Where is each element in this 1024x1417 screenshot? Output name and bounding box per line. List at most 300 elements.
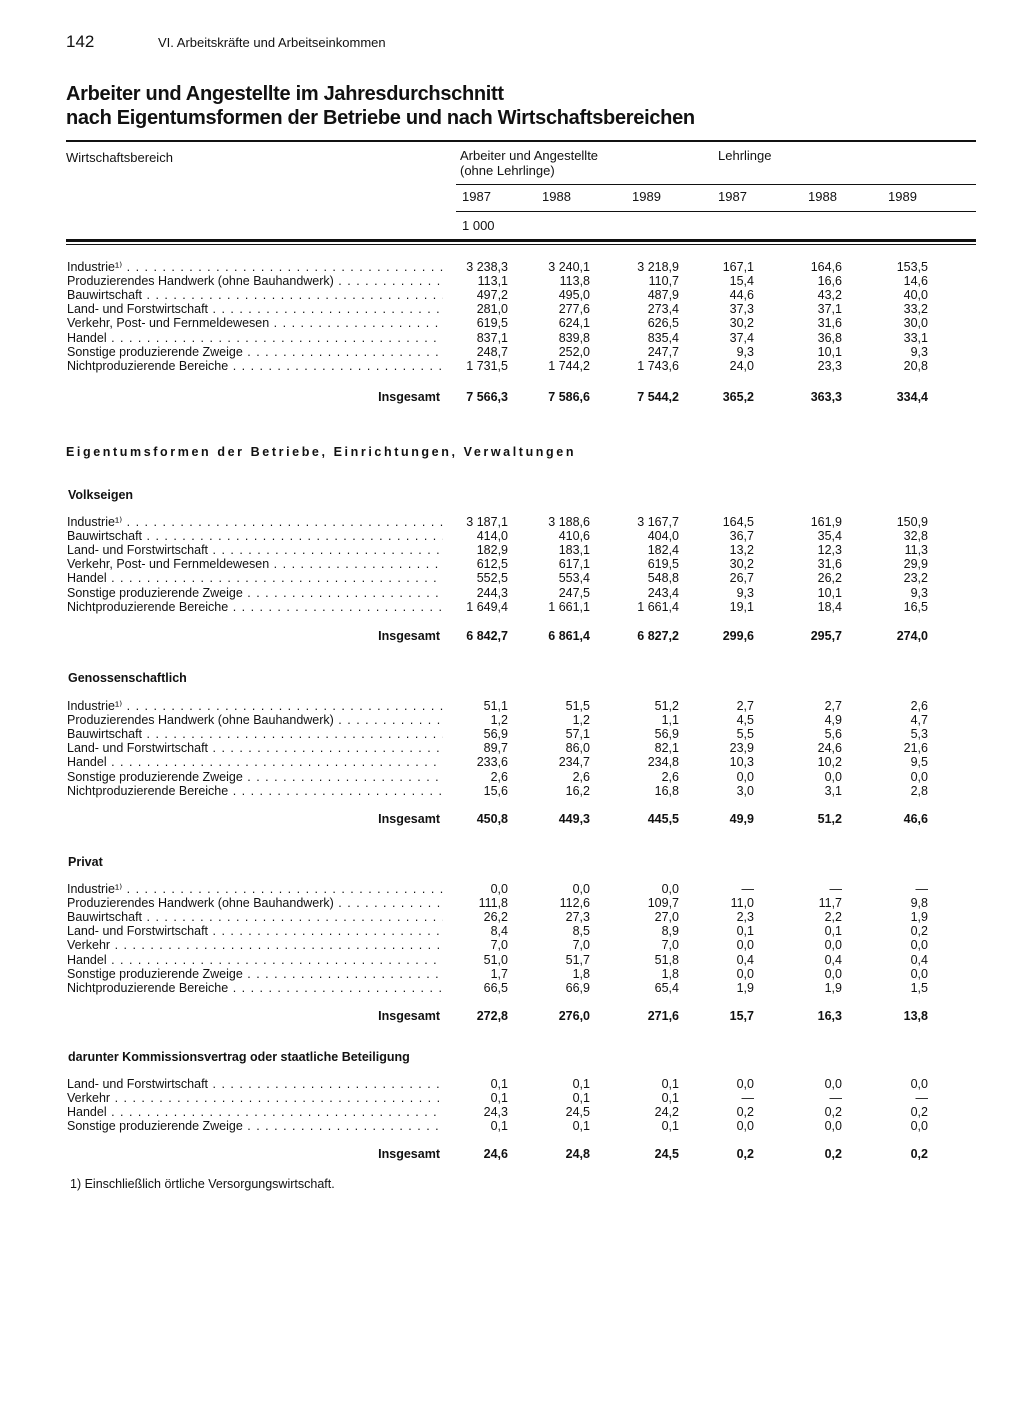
cell-value: 10,3 bbox=[729, 755, 754, 770]
total-value: 51,2 bbox=[817, 812, 842, 826]
cell-value: 0,2 bbox=[824, 1105, 842, 1120]
cell-value: 13,2 bbox=[729, 543, 754, 558]
table-row bbox=[0, 1091, 1024, 1105]
total-value: 365,2 bbox=[722, 390, 754, 404]
cell-value: 86,0 bbox=[565, 741, 590, 756]
cell-value: 109,7 bbox=[647, 896, 679, 911]
cell-value: 183,1 bbox=[558, 543, 590, 558]
cell-value: 0,0 bbox=[736, 1119, 754, 1134]
cell-value: 281,0 bbox=[476, 302, 508, 317]
cell-value: — bbox=[915, 882, 928, 896]
cell-value: 612,5 bbox=[476, 557, 508, 572]
cell-value: 2,6 bbox=[661, 769, 679, 784]
cell-value: 110,7 bbox=[648, 274, 679, 289]
cell-value: 153,5 bbox=[896, 260, 928, 274]
cell-value: 0,4 bbox=[910, 952, 928, 967]
total-value: 363,3 bbox=[810, 390, 842, 404]
cell-value: 0,1 bbox=[572, 1091, 590, 1106]
group-title-genossenschaftlich: Genossenschaftlich bbox=[68, 671, 187, 685]
table-row bbox=[0, 882, 1024, 896]
cell-value: 0,0 bbox=[661, 882, 679, 896]
cell-value: — bbox=[915, 1091, 928, 1106]
cell-value: 51,2 bbox=[654, 699, 679, 713]
cell-value: 3 188,6 bbox=[548, 515, 590, 529]
cell-value: 553,4 bbox=[558, 571, 590, 586]
cell-value: 150,9 bbox=[896, 515, 928, 529]
table-row bbox=[0, 288, 1024, 302]
cell-value: 26,2 bbox=[483, 910, 508, 925]
cell-value: 7,0 bbox=[490, 938, 508, 953]
cell-value: 2,7 bbox=[736, 699, 754, 713]
cell-value: 7,0 bbox=[572, 938, 590, 953]
cell-value: 15,4 bbox=[729, 274, 754, 289]
row-label: Nichtproduzierende Bereiche . . . bbox=[67, 600, 443, 614]
cell-value: 1,7 bbox=[490, 966, 508, 981]
cell-value: 0,0 bbox=[490, 882, 508, 896]
cell-value: 66,5 bbox=[483, 980, 508, 995]
cell-value: 0,1 bbox=[572, 1119, 590, 1134]
row-label: Verkehr . . . bbox=[67, 938, 443, 952]
total-value: 6 842,7 bbox=[466, 629, 508, 643]
cell-value: 1,2 bbox=[572, 713, 590, 728]
row-label: Bauwirtschaft . . . bbox=[67, 910, 443, 924]
total-value: 299,6 bbox=[722, 629, 754, 643]
cell-value: 3 218,9 bbox=[637, 260, 679, 274]
cell-value: 161,9 bbox=[810, 515, 842, 529]
cell-value: 23,2 bbox=[903, 571, 928, 586]
cell-value: — bbox=[829, 882, 842, 896]
cell-value: 837,1 bbox=[476, 330, 508, 345]
row-label: Handel . . . bbox=[67, 953, 443, 967]
total-value: 7 586,6 bbox=[548, 390, 590, 404]
group-title-kommission: darunter Kommissionsvertrag oder staatliche Beteiligung bbox=[68, 1050, 410, 1064]
cell-value: 57,1 bbox=[565, 727, 590, 742]
cell-value: 233,6 bbox=[476, 755, 508, 770]
cell-value: 37,1 bbox=[817, 302, 842, 317]
row-label: Bauwirtschaft . . . bbox=[67, 727, 443, 741]
cell-value: 0,0 bbox=[824, 1077, 842, 1091]
header-year-rule bbox=[456, 211, 976, 212]
header-group-rule bbox=[456, 184, 976, 185]
header-bottom-rule-thin bbox=[66, 244, 976, 245]
table-title-line-1: Arbeiter und Angestellte im Jahresdurchschnitt bbox=[66, 83, 504, 105]
cell-value: 9,3 bbox=[910, 344, 928, 359]
cell-value: 0,0 bbox=[736, 769, 754, 784]
year-header: 1987 bbox=[462, 189, 491, 204]
cell-value: 2,6 bbox=[490, 769, 508, 784]
table-row bbox=[0, 713, 1024, 727]
total-value: 7 566,3 bbox=[466, 390, 508, 404]
cell-value: 26,7 bbox=[729, 571, 754, 586]
cell-value: 15,6 bbox=[483, 783, 508, 798]
row-label: Industrie¹⁾ . . . bbox=[67, 699, 443, 713]
group-title-volkseigen: Volkseigen bbox=[68, 488, 134, 502]
cell-value: 30,2 bbox=[729, 557, 754, 572]
table-row bbox=[0, 896, 1024, 910]
cell-value: 277,6 bbox=[558, 302, 590, 317]
cell-value: 0,1 bbox=[736, 924, 754, 939]
cell-value: 0,2 bbox=[736, 1105, 754, 1120]
cell-value: 51,8 bbox=[654, 952, 679, 967]
total-value: 16,3 bbox=[817, 1009, 842, 1023]
cell-value: 3,1 bbox=[824, 783, 842, 798]
cell-value: 65,4 bbox=[654, 980, 679, 995]
cell-value: 4,5 bbox=[736, 713, 754, 728]
cell-value: 1 744,2 bbox=[548, 358, 590, 373]
cell-value: 0,0 bbox=[910, 1077, 928, 1091]
total-value: 271,6 bbox=[647, 1009, 679, 1023]
cell-value: 0,4 bbox=[824, 952, 842, 967]
cell-value: 495,0 bbox=[558, 288, 590, 303]
cell-value: 0,1 bbox=[661, 1077, 679, 1091]
cell-value: 164,6 bbox=[810, 260, 842, 274]
year-header: 1988 bbox=[808, 189, 837, 204]
cell-value: 0,2 bbox=[910, 1105, 928, 1120]
cell-value: 0,0 bbox=[572, 882, 590, 896]
cell-value: 24,6 bbox=[817, 741, 842, 756]
cell-value: 244,3 bbox=[476, 585, 508, 600]
cell-value: 0,1 bbox=[490, 1091, 508, 1106]
cell-value: 8,5 bbox=[572, 924, 590, 939]
cell-value: 36,7 bbox=[729, 529, 754, 544]
cell-value: 31,6 bbox=[817, 557, 842, 572]
table-row bbox=[0, 571, 1024, 585]
table-row bbox=[0, 727, 1024, 741]
cell-value: 27,3 bbox=[565, 910, 590, 925]
total-value: 6 861,4 bbox=[548, 629, 590, 643]
cell-value: 626,5 bbox=[647, 316, 679, 331]
cell-value: 24,2 bbox=[654, 1105, 679, 1120]
row-label: Handel . . . bbox=[67, 331, 443, 345]
group-header-workers bbox=[460, 148, 598, 178]
cell-value: 0,0 bbox=[824, 966, 842, 981]
cell-value: 1 731,5 bbox=[466, 358, 508, 373]
year-header: 1987 bbox=[718, 189, 747, 204]
unit-label: 1 000 bbox=[462, 218, 495, 233]
table-row bbox=[0, 302, 1024, 316]
row-label: Land- und Forstwirtschaft . . . bbox=[67, 924, 443, 938]
table-row bbox=[0, 755, 1024, 769]
running-head bbox=[66, 32, 386, 52]
row-label: Industrie¹⁾ . . . bbox=[67, 260, 443, 274]
year-header: 1988 bbox=[542, 189, 571, 204]
cell-value: 112,6 bbox=[559, 896, 590, 911]
table-row bbox=[0, 784, 1024, 798]
cell-value: 51,5 bbox=[565, 699, 590, 713]
cell-value: 247,7 bbox=[647, 344, 679, 359]
total-value: 49,9 bbox=[729, 812, 754, 826]
cell-value: 1,5 bbox=[910, 980, 928, 995]
cell-value: 1,9 bbox=[824, 980, 842, 995]
row-label: Verkehr, Post- und Fernmeldewesen . . . bbox=[67, 316, 443, 330]
cell-value: 23,9 bbox=[729, 741, 754, 756]
cell-value: 5,5 bbox=[736, 727, 754, 742]
cell-value: 0,1 bbox=[490, 1119, 508, 1134]
cell-value: 35,4 bbox=[817, 529, 842, 544]
cell-value: 1,8 bbox=[572, 966, 590, 981]
cell-value: 0,0 bbox=[910, 1119, 928, 1134]
cell-value: 247,5 bbox=[558, 585, 590, 600]
cell-value: 0,1 bbox=[490, 1077, 508, 1091]
cell-value: 9,3 bbox=[736, 344, 754, 359]
cell-value: 29,9 bbox=[903, 557, 928, 572]
total-value: 46,6 bbox=[903, 812, 928, 826]
cell-value: 16,6 bbox=[817, 274, 842, 289]
cell-value: 0,0 bbox=[910, 769, 928, 784]
cell-value: 33,1 bbox=[903, 330, 928, 345]
row-label: Nichtproduzierende Bereiche . . . bbox=[67, 784, 443, 798]
table-row bbox=[0, 316, 1024, 330]
row-label: Nichtproduzierende Bereiche . . . bbox=[67, 359, 443, 373]
cell-value: 548,8 bbox=[647, 571, 679, 586]
cell-value: 32,8 bbox=[903, 529, 928, 544]
cell-value: 56,9 bbox=[654, 727, 679, 742]
total-value: 24,8 bbox=[565, 1147, 590, 1161]
cell-value: 2,8 bbox=[910, 783, 928, 798]
row-label: Industrie¹⁾ . . . bbox=[67, 882, 443, 896]
cell-value: 51,1 bbox=[483, 699, 508, 713]
table-row bbox=[0, 1077, 1024, 1091]
cell-value: 10,1 bbox=[817, 344, 842, 359]
cell-value: 11,3 bbox=[904, 543, 928, 558]
table-row bbox=[0, 699, 1024, 713]
cell-value: 0,0 bbox=[824, 769, 842, 784]
cell-value: 0,1 bbox=[572, 1077, 590, 1091]
cell-value: 164,5 bbox=[722, 515, 754, 529]
stub-header: Wirtschaftsbereich bbox=[66, 150, 173, 165]
cell-value: 9,5 bbox=[910, 755, 928, 770]
cell-value: 36,8 bbox=[817, 330, 842, 345]
cell-value: 66,9 bbox=[565, 980, 590, 995]
cell-value: 0,2 bbox=[910, 924, 928, 939]
row-label: Sonstige produzierende Zweige . . . bbox=[67, 1119, 443, 1133]
total-value: 274,0 bbox=[896, 629, 928, 643]
table-title-line-2: nach Eigentumsformen der Betriebe und nach Wirtschaftsbereichen bbox=[66, 107, 695, 129]
cell-value: 111,8 bbox=[478, 896, 508, 911]
cell-value: 19,1 bbox=[729, 599, 754, 614]
cell-value: 252,0 bbox=[558, 344, 590, 359]
cell-value: 9,3 bbox=[910, 585, 928, 600]
cell-value: 14,6 bbox=[903, 274, 928, 289]
cell-value: 82,1 bbox=[654, 741, 679, 756]
cell-value: 1 661,1 bbox=[548, 599, 590, 614]
row-label: Produzierendes Handwerk (ohne Bauhandwerk) . . . bbox=[67, 713, 443, 727]
cell-value: 43,2 bbox=[817, 288, 842, 303]
cell-value: 9,3 bbox=[736, 585, 754, 600]
cell-value: 624,1 bbox=[558, 316, 590, 331]
total-row bbox=[0, 1009, 1024, 1023]
cell-value: 0,0 bbox=[910, 938, 928, 953]
cell-value: 0,1 bbox=[661, 1091, 679, 1106]
total-row bbox=[0, 812, 1024, 826]
cell-value: 8,9 bbox=[661, 924, 679, 939]
row-label: Handel . . . bbox=[67, 755, 443, 769]
group-header-workers-line-1: Arbeiter und Angestellte bbox=[460, 148, 599, 163]
cell-value: 37,4 bbox=[729, 330, 754, 345]
row-label: Produzierendes Handwerk (ohne Bauhandwerk) . . . bbox=[67, 896, 443, 910]
cell-value: 8,4 bbox=[490, 924, 508, 939]
total-value: 334,4 bbox=[896, 390, 928, 404]
cell-value: 835,4 bbox=[647, 330, 679, 345]
total-value: 449,3 bbox=[558, 812, 590, 826]
cell-value: 31,6 bbox=[817, 316, 842, 331]
table-row bbox=[0, 770, 1024, 784]
chapter-title: VI. Arbeitskräfte und Arbeitseinkommen bbox=[158, 35, 386, 50]
cell-value: 1 743,6 bbox=[637, 358, 679, 373]
row-label: Land- und Forstwirtschaft . . . bbox=[67, 543, 443, 557]
cell-value: 11,7 bbox=[818, 896, 842, 911]
table-row bbox=[0, 557, 1024, 571]
cell-value: 3,0 bbox=[736, 783, 754, 798]
total-value: 6 827,2 bbox=[637, 629, 679, 643]
cell-value: 4,9 bbox=[824, 713, 842, 728]
row-label: Sonstige produzierende Zweige . . . bbox=[67, 967, 443, 981]
cell-value: 89,7 bbox=[483, 741, 508, 756]
cell-value: 1 661,4 bbox=[637, 599, 679, 614]
year-header: 1989 bbox=[632, 189, 661, 204]
row-label: Sonstige produzierende Zweige . . . bbox=[67, 345, 443, 359]
cell-value: 113,1 bbox=[477, 274, 508, 289]
total-label: Insgesamt bbox=[378, 1009, 440, 1023]
cell-value: 11,0 bbox=[730, 896, 754, 911]
cell-value: 18,4 bbox=[817, 599, 842, 614]
table-row bbox=[0, 529, 1024, 543]
cell-value: 182,4 bbox=[647, 543, 679, 558]
table-row bbox=[0, 967, 1024, 981]
row-label: Land- und Forstwirtschaft . . . bbox=[67, 1077, 443, 1091]
table-row bbox=[0, 345, 1024, 359]
total-value: 0,2 bbox=[824, 1147, 842, 1161]
cell-value: 2,6 bbox=[572, 769, 590, 784]
table-row bbox=[0, 600, 1024, 614]
year-header: 1989 bbox=[888, 189, 917, 204]
cell-value: 1,9 bbox=[910, 910, 928, 925]
total-value: 272,8 bbox=[476, 1009, 508, 1023]
cell-value: 21,6 bbox=[903, 741, 928, 756]
cell-value: 839,8 bbox=[558, 330, 590, 345]
total-row bbox=[0, 390, 1024, 404]
total-value: 24,6 bbox=[483, 1147, 508, 1161]
cell-value: 1,8 bbox=[661, 966, 679, 981]
cell-value: 410,6 bbox=[558, 529, 590, 544]
total-label: Insgesamt bbox=[378, 390, 440, 404]
row-label: Bauwirtschaft . . . bbox=[67, 529, 443, 543]
cell-value: 12,3 bbox=[817, 543, 842, 558]
table-row bbox=[0, 260, 1024, 274]
cell-value: 10,1 bbox=[817, 585, 842, 600]
row-label: Verkehr, Post- und Fernmeldewesen . . . bbox=[67, 557, 443, 571]
row-label: Produzierendes Handwerk (ohne Bauhandwerk) . . . bbox=[67, 274, 443, 288]
cell-value: 234,8 bbox=[647, 755, 679, 770]
total-label: Insgesamt bbox=[378, 1147, 440, 1161]
table-row bbox=[0, 938, 1024, 952]
group-title-privat: Privat bbox=[68, 855, 103, 869]
cell-value: 3 167,7 bbox=[637, 515, 679, 529]
cell-value: 1,2 bbox=[490, 713, 508, 728]
cell-value: 3 238,3 bbox=[466, 260, 508, 274]
total-row bbox=[0, 629, 1024, 643]
header-bottom-rule bbox=[66, 239, 976, 242]
total-value: 295,7 bbox=[810, 629, 842, 643]
cell-value: 5,6 bbox=[824, 727, 842, 742]
total-value: 450,8 bbox=[476, 812, 508, 826]
cell-value: 0,0 bbox=[736, 1077, 754, 1091]
cell-value: 30,2 bbox=[729, 316, 754, 331]
cell-value: 16,8 bbox=[654, 783, 679, 798]
cell-value: 24,3 bbox=[483, 1105, 508, 1120]
cell-value: 56,9 bbox=[483, 727, 508, 742]
cell-value: 9,8 bbox=[910, 896, 928, 911]
row-label: Sonstige produzierende Zweige . . . bbox=[67, 770, 443, 784]
row-label: Land- und Forstwirtschaft . . . bbox=[67, 302, 443, 316]
cell-value: 0,0 bbox=[910, 966, 928, 981]
table-row bbox=[0, 586, 1024, 600]
cell-value: 24,0 bbox=[729, 358, 754, 373]
total-value: 24,5 bbox=[654, 1147, 679, 1161]
cell-value: 37,3 bbox=[729, 302, 754, 317]
cell-value: 0,1 bbox=[824, 924, 842, 939]
cell-value: 273,4 bbox=[647, 302, 679, 317]
cell-value: 243,4 bbox=[647, 585, 679, 600]
cell-value: 0,0 bbox=[824, 1119, 842, 1134]
total-value: 445,5 bbox=[647, 812, 679, 826]
total-value: 276,0 bbox=[558, 1009, 590, 1023]
cell-value: 1,9 bbox=[736, 980, 754, 995]
cell-value: 404,0 bbox=[647, 529, 679, 544]
cell-value: 234,7 bbox=[558, 755, 590, 770]
cell-value: 44,6 bbox=[729, 288, 754, 303]
total-row bbox=[0, 1147, 1024, 1161]
cell-value: 26,2 bbox=[817, 571, 842, 586]
header-top-rule bbox=[66, 140, 976, 142]
cell-value: 10,2 bbox=[817, 755, 842, 770]
page-number: 142 bbox=[66, 32, 95, 51]
cell-value: 51,7 bbox=[565, 952, 590, 967]
group-header-apprentices: Lehrlinge bbox=[718, 148, 772, 163]
table-row bbox=[0, 515, 1024, 529]
table-row bbox=[0, 274, 1024, 288]
cell-value: 7,0 bbox=[661, 938, 679, 953]
cell-value: 414,0 bbox=[476, 529, 508, 544]
cell-value: 4,7 bbox=[910, 713, 928, 728]
table-row bbox=[0, 359, 1024, 373]
cell-value: 2,7 bbox=[824, 699, 842, 713]
table-row bbox=[0, 543, 1024, 557]
cell-value: 33,2 bbox=[903, 302, 928, 317]
table-row bbox=[0, 331, 1024, 345]
cell-value: 113,8 bbox=[559, 274, 590, 289]
total-label: Insgesamt bbox=[378, 812, 440, 826]
group-header-workers-line-2: (ohne Lehrlinge) bbox=[460, 163, 555, 178]
cell-value: 248,7 bbox=[476, 344, 508, 359]
cell-value: 0,1 bbox=[661, 1119, 679, 1134]
cell-value: 16,2 bbox=[565, 783, 590, 798]
cell-value: 182,9 bbox=[476, 543, 508, 558]
row-label: Handel . . . bbox=[67, 1105, 443, 1119]
table-row bbox=[0, 741, 1024, 755]
footnote: 1) Einschließlich örtliche Versorgungswirtschaft. bbox=[70, 1177, 335, 1191]
cell-value: 23,3 bbox=[817, 358, 842, 373]
total-value: 15,7 bbox=[729, 1009, 754, 1023]
cell-value: 617,1 bbox=[558, 557, 590, 572]
cell-value: 27,0 bbox=[654, 910, 679, 925]
cell-value: 24,5 bbox=[565, 1105, 590, 1120]
total-value: 0,2 bbox=[736, 1147, 754, 1161]
cell-value: 3 240,1 bbox=[548, 260, 590, 274]
cell-value: 1,1 bbox=[661, 713, 679, 728]
cell-value: — bbox=[741, 882, 754, 896]
table-row bbox=[0, 981, 1024, 995]
